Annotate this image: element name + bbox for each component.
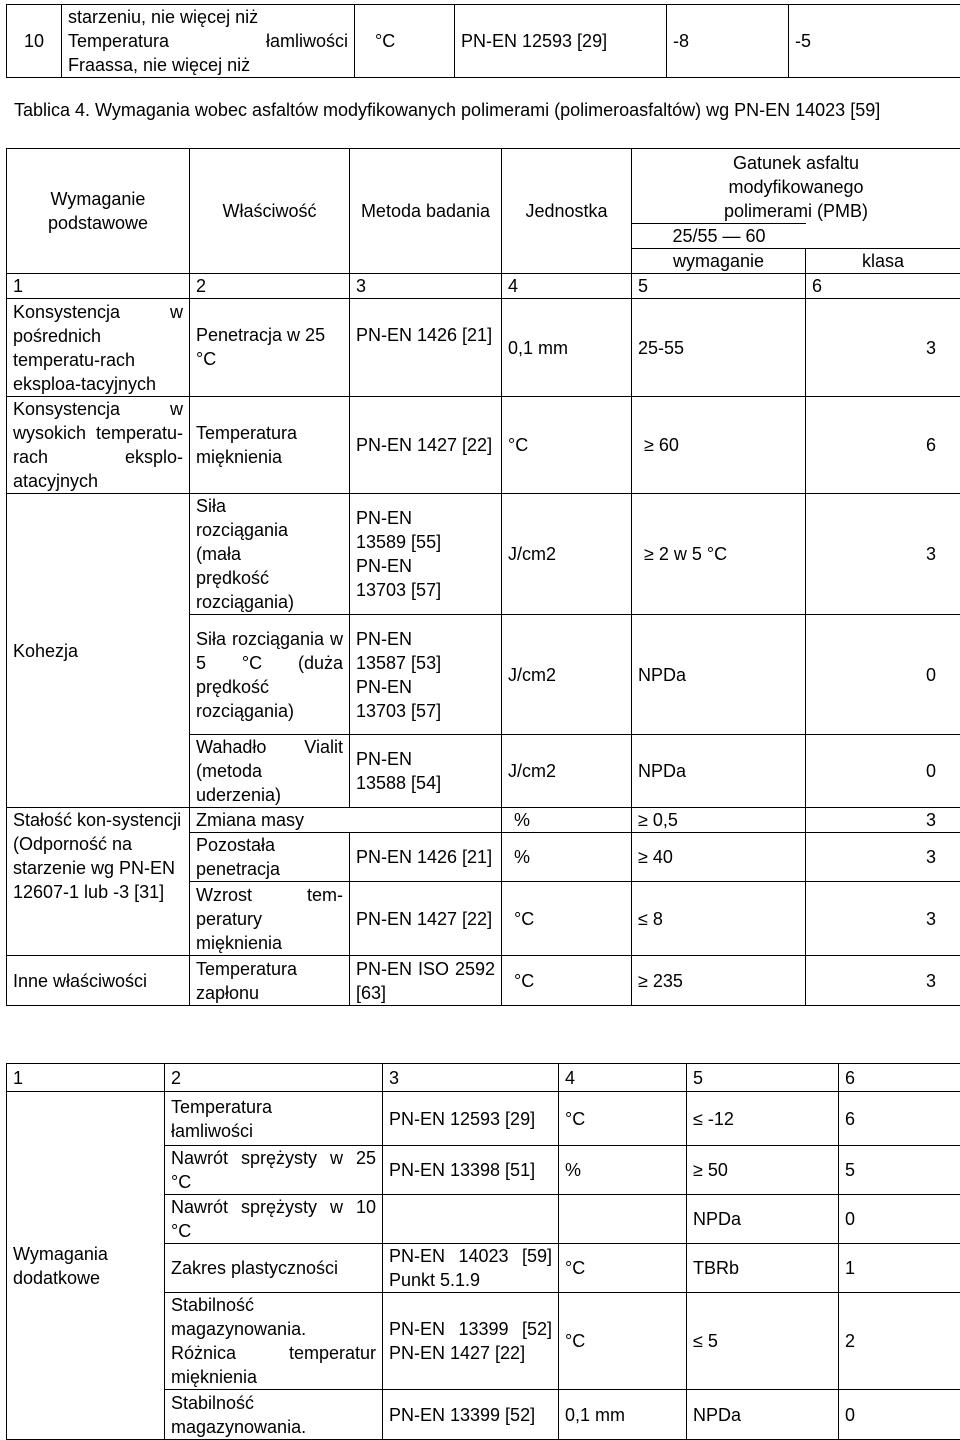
unit-cell: J/cm2: [502, 615, 632, 735]
column-number: 2: [165, 1064, 383, 1092]
class-cell: 3: [806, 833, 960, 882]
class-cell: 3: [806, 956, 960, 1006]
property-cell: Zakres plastyczności: [165, 1244, 383, 1293]
requirement-cell: ≥ 2 w 5 °C: [632, 494, 806, 615]
column-number: 1: [7, 274, 190, 299]
header-requirement: wymaganie: [632, 249, 806, 274]
property-cell: Wzrost tem-peratury mięknienia: [190, 882, 350, 956]
column-number: 3: [350, 274, 502, 299]
pmb-requirements-table: [6, 148, 960, 1006]
class-cell: 0: [806, 735, 960, 808]
header-basic-requirement: Wymaganie podstawowe: [7, 149, 190, 274]
property-cell: Pozostała penetracja: [190, 833, 350, 882]
property-cell: Temperatura łamliwości: [165, 1092, 383, 1146]
property-cell: Stabilność magazynowania.: [165, 1390, 383, 1440]
class-cell: 0: [839, 1390, 960, 1440]
header-grade: 25/55 — 60: [632, 223, 806, 248]
requirement-cell: NPDa: [687, 1390, 839, 1440]
method-cell: [383, 1195, 559, 1244]
property-cell: Siła rozciągania w 5 °C (duża prędkość rozciągania): [190, 615, 350, 735]
unit-cell: %: [502, 808, 632, 833]
property-cell: Nawrót sprężysty w 10 °C: [165, 1195, 383, 1244]
property-cell: Penetracja w 25 °C: [190, 299, 350, 397]
unit-cell: [559, 1195, 687, 1244]
column-numbers-row: [7, 1064, 960, 1092]
column-number: 6: [839, 1064, 960, 1092]
column-number: 4: [502, 274, 632, 299]
property-line-2b: łamliwości: [265, 31, 348, 51]
requirement-cell: ≥ 60: [632, 397, 806, 494]
table-row: [7, 956, 960, 1006]
header-test-method: Metoda badania: [350, 149, 502, 274]
unit-cell: °C: [559, 1092, 687, 1146]
header-unit: Jednostka: [502, 149, 632, 274]
row-number-cell: 10: [7, 5, 62, 78]
value-cell-1: -8: [667, 5, 789, 78]
class-cell: 6: [839, 1092, 960, 1146]
method-cell: PN-EN 13398 [51]: [383, 1146, 559, 1195]
class-cell: 3: [806, 882, 960, 956]
column-number: 4: [559, 1064, 687, 1092]
unit-cell: °C: [559, 1293, 687, 1390]
method-cell: PN-EN 13399 [52]: [383, 1390, 559, 1440]
method-cell: PN-EN 13588 [54]: [350, 735, 502, 808]
requirement-cell: ≥ 40: [632, 833, 806, 882]
requirement-cell: ≤ 5: [687, 1293, 839, 1390]
requirement-cell: ≥ 0,5: [632, 808, 806, 833]
unit-cell: °C: [502, 956, 632, 1006]
property-line-2: [68, 29, 348, 53]
property-cell: Temperatura zapłonu: [190, 956, 350, 1006]
column-number: 5: [687, 1064, 839, 1092]
unit-cell: °C: [502, 882, 632, 956]
class-cell: 0: [839, 1195, 960, 1244]
unit-cell: °C: [559, 1244, 687, 1293]
property-cell: Nawrót sprężysty w 25 °C: [165, 1146, 383, 1195]
method-cell: PN-EN 1426 [21]: [350, 833, 502, 882]
class-cell: 2: [839, 1293, 960, 1390]
method-cell: PN-EN 14023 [59] Punkt 5.1.9: [383, 1244, 559, 1293]
requirement-group: Wymagania dodatkowe: [7, 1092, 165, 1440]
header-grade-group: [632, 149, 960, 249]
column-number: 6: [806, 274, 960, 299]
property-cell: Stabilność magazynowania. Różnica temperatur mięknienia: [165, 1293, 383, 1390]
requirement-group: Kohezja: [7, 494, 190, 808]
requirement-cell: ≥ 50: [687, 1146, 839, 1195]
unit-cell: 0,1 mm: [502, 299, 632, 397]
property-cell: Temperatura mięknienia: [190, 397, 350, 494]
class-cell: 1: [839, 1244, 960, 1293]
method-cell: PN-EN 12593 [29]: [455, 5, 667, 78]
requirement-cell: NPDa: [632, 615, 806, 735]
header-property: Właściwość: [190, 149, 350, 274]
requirement-cell: 25-55: [632, 299, 806, 397]
table-row: [7, 494, 960, 615]
table-row: [7, 808, 960, 833]
class-cell: 3: [806, 299, 960, 397]
table-caption: Tablica 4. Wymagania wobec asfaltów modyfikowanych polimerami (polimeroasfaltów) wg PN-EN 14023 [59]: [14, 100, 881, 120]
column-number: 3: [383, 1064, 559, 1092]
requirement-cell: NPDa: [687, 1195, 839, 1244]
requirement-cell: NPDa: [632, 735, 806, 808]
table-row: [7, 299, 960, 397]
unit-cell: °C: [502, 397, 632, 494]
requirement-cell: ≥ 235: [632, 956, 806, 1006]
unit-cell: %: [559, 1146, 687, 1195]
column-numbers-row: [7, 274, 960, 299]
method-cell: PN-EN 1427 [22]: [350, 882, 502, 956]
class-cell: 5: [839, 1146, 960, 1195]
method-cell: PN-EN 1427 [22]: [350, 397, 502, 494]
property-cell: [62, 5, 355, 78]
unit-cell: J/cm2: [502, 735, 632, 808]
unit-cell: J/cm2: [502, 494, 632, 615]
method-cell: PN-EN 12593 [29]: [383, 1092, 559, 1146]
property-cell: Siła rozciągania (mała prędkość rozciągania): [190, 494, 350, 615]
requirement-cell: ≤ 8: [632, 882, 806, 956]
unit-cell: 0,1 mm: [559, 1390, 687, 1440]
column-number: 5: [632, 274, 806, 299]
unit-cell: °C: [355, 5, 455, 78]
continuation-table: [6, 4, 960, 78]
class-cell: 3: [806, 494, 960, 615]
requirement-group: Inne właściwości: [7, 956, 190, 1006]
unit-cell: %: [502, 833, 632, 882]
property-line-2a: Temperatura: [68, 31, 170, 51]
column-number: 1: [7, 1064, 165, 1092]
column-number: 2: [190, 274, 350, 299]
method-cell: PN-EN ISO 2592 [63]: [350, 956, 502, 1006]
value-cell-2: -5: [789, 5, 960, 78]
class-cell: 3: [806, 808, 960, 833]
requirement-cell: ≤ -12: [687, 1092, 839, 1146]
requirement-group: Konsystencja w wysokich temperatu- rach eksplo-atacyjnych: [7, 397, 190, 494]
property-cell: Wahadło Vialit (metoda uderzenia): [190, 735, 350, 808]
table-row: [7, 1092, 960, 1146]
method-cell: PN-EN 13399 [52] PN-EN 1427 [22]: [383, 1293, 559, 1390]
property-line-1: starzeniu, nie więcej niż: [68, 7, 259, 27]
method-cell: PN-EN 13589 [55] PN-EN 13703 [57]: [350, 494, 502, 615]
property-cell: Zmiana masy: [190, 808, 502, 833]
table-row: [7, 397, 960, 494]
requirement-cell: TBRb: [687, 1244, 839, 1293]
header-pmb-label: Gatunek asfaltu modyfikowanego polimerami (PMB): [723, 153, 869, 221]
additional-requirements-table: [6, 1063, 960, 1440]
method-cell: PN-EN 13587 [53] PN-EN 13703 [57]: [350, 615, 502, 735]
class-cell: 6: [806, 397, 960, 494]
class-cell: 0: [806, 615, 960, 735]
method-cell: PN-EN 1426 [21]: [350, 299, 502, 397]
requirement-group: Konsystencja w pośrednich temperatu-rach eksploa-tacyjnych: [7, 299, 190, 397]
requirement-group: Stałość kon-systencji (Odporność na starzenie wg PN-EN 12607-1 lub -3 [31]: [7, 808, 190, 956]
property-line-3: Fraassa, nie więcej niż: [68, 55, 251, 75]
header-class: klasa: [806, 249, 960, 274]
